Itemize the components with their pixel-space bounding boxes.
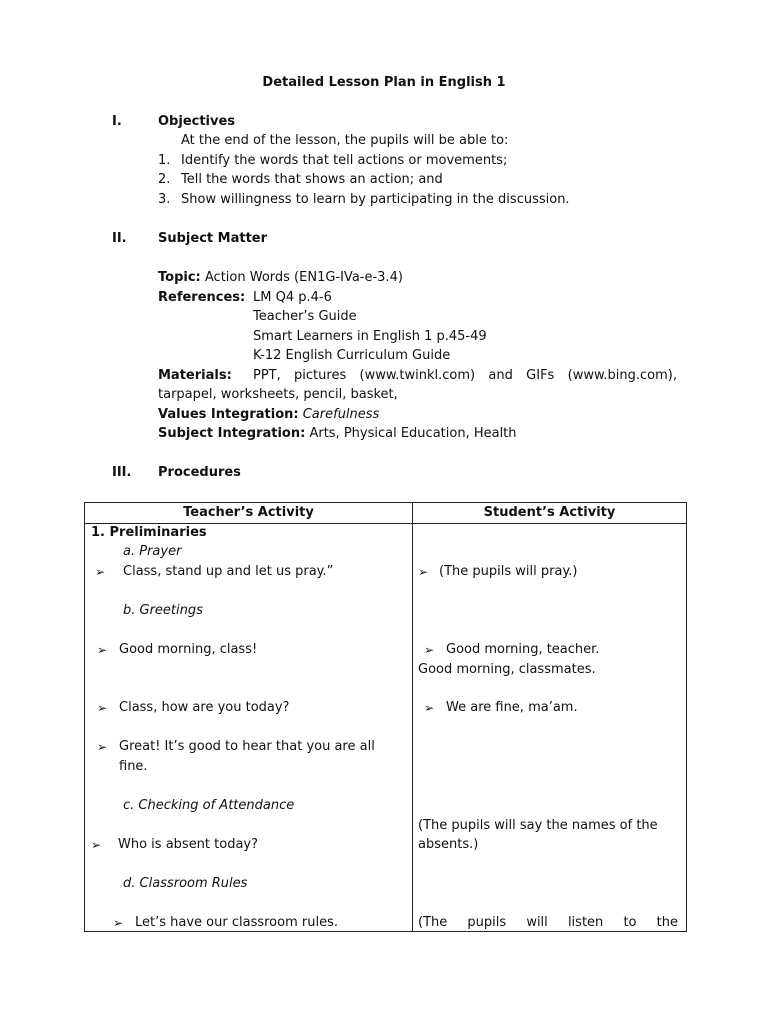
we-are-fine-line: We are fine, ma’am. (446, 700, 578, 715)
classroom-rules-line: Let’s have our classroom rules. (135, 915, 338, 930)
arrow-bullet-icon: ➢ (95, 565, 106, 579)
arrow-bullet-icon: ➢ (91, 838, 102, 852)
reference-item: Teacher’s Guide (253, 309, 357, 324)
arrow-bullet-icon: ➢ (418, 565, 429, 579)
objectives-intro: At the end of the lesson, the pupils will be able to: (181, 133, 509, 148)
objectives-heading: Objectives (158, 114, 236, 129)
good-morning-teacher-line: Good morning, teacher. (446, 642, 600, 657)
topic-label: Topic: (158, 270, 201, 285)
greetings-subheading: b. Greetings (123, 603, 203, 618)
materials-label: Materials: (158, 368, 232, 383)
objective-number-1: 1. (158, 153, 171, 168)
objective-item-1: Identify the words that tell actions or movements; (181, 153, 508, 168)
great-line-1: Great! It’s good to hear that you are all (119, 739, 375, 754)
arrow-bullet-icon: ➢ (424, 643, 435, 657)
procedures-table (84, 502, 687, 932)
arrow-bullet-icon: ➢ (97, 643, 108, 657)
reference-item: Smart Learners in English 1 p.45-49 (253, 329, 487, 344)
references-label: References: (158, 290, 246, 305)
objective-item-3: Show willingness to learn by participating in the discussion. (181, 192, 570, 207)
procedures-heading: Procedures (158, 465, 241, 480)
prayer-instruction: Class, stand up and let us pray.” (123, 564, 334, 579)
student-activity-cell (413, 524, 687, 932)
pupils-listen-line: (The pupils will listen to the (418, 915, 678, 930)
topic-line (158, 270, 403, 286)
reference-item: LM Q4 p.4-6 (253, 290, 332, 305)
section-numeral-objectives: I. (112, 114, 122, 129)
teacher-activity-header: Teacher’s Activity (85, 503, 413, 524)
section-numeral-procedures: III. (112, 465, 132, 480)
subject-integration-line (158, 426, 517, 442)
document-title: Detailed Lesson Plan in English 1 (262, 75, 506, 90)
materials-line-1: PPT, pictures (www.twinkl.com) and GIFs (www.bing.com), (253, 368, 677, 383)
absent-question: Who is absent today? (118, 837, 259, 852)
reference-item: K-12 English Curriculum Guide (253, 348, 451, 363)
arrow-bullet-icon: ➢ (424, 701, 435, 715)
pupils-pray-line: (The pupils will pray.) (439, 564, 578, 579)
values-integration-value: Carefulness (302, 407, 380, 422)
objective-item-2: Tell the words that shows an action; and (181, 172, 443, 187)
section-numeral-subject-matter: II. (112, 231, 127, 246)
say-names-line-1: (The pupils will say the names of the (418, 818, 658, 833)
objective-number-2: 2. (158, 172, 171, 187)
prayer-subheading: a. Prayer (123, 544, 182, 559)
table-header-row (85, 503, 687, 524)
preliminaries-heading: 1. Preliminaries (91, 525, 207, 540)
subject-integration-label: Subject Integration: (158, 426, 306, 441)
materials-line-2: tarpapel, worksheets, pencil, basket, (158, 387, 398, 402)
table-row (85, 524, 687, 932)
greeting-line: Good morning, class! (119, 642, 258, 657)
attendance-subheading: c. Checking of Attendance (123, 798, 295, 813)
objective-number-3: 3. (158, 192, 171, 207)
say-names-line-2: absents.) (418, 837, 479, 852)
subject-integration-value: Arts, Physical Education, Health (309, 426, 517, 441)
values-integration-line (158, 407, 379, 423)
classroom-rules-subheading: d. Classroom Rules (123, 876, 248, 891)
arrow-bullet-icon: ➢ (97, 740, 108, 754)
values-integration-label: Values Integration: (158, 407, 299, 422)
arrow-bullet-icon: ➢ (97, 701, 108, 715)
teacher-activity-cell (85, 524, 413, 932)
student-activity-header: Student’s Activity (413, 503, 687, 524)
arrow-bullet-icon: ➢ (113, 916, 124, 930)
how-are-you-line: Class, how are you today? (119, 700, 290, 715)
subject-matter-heading: Subject Matter (158, 231, 268, 246)
topic-value: Action Words (EN1G-IVa-e-3.4) (204, 270, 403, 285)
great-line-2: fine. (119, 759, 148, 774)
good-morning-classmates-line: Good morning, classmates. (418, 662, 596, 677)
